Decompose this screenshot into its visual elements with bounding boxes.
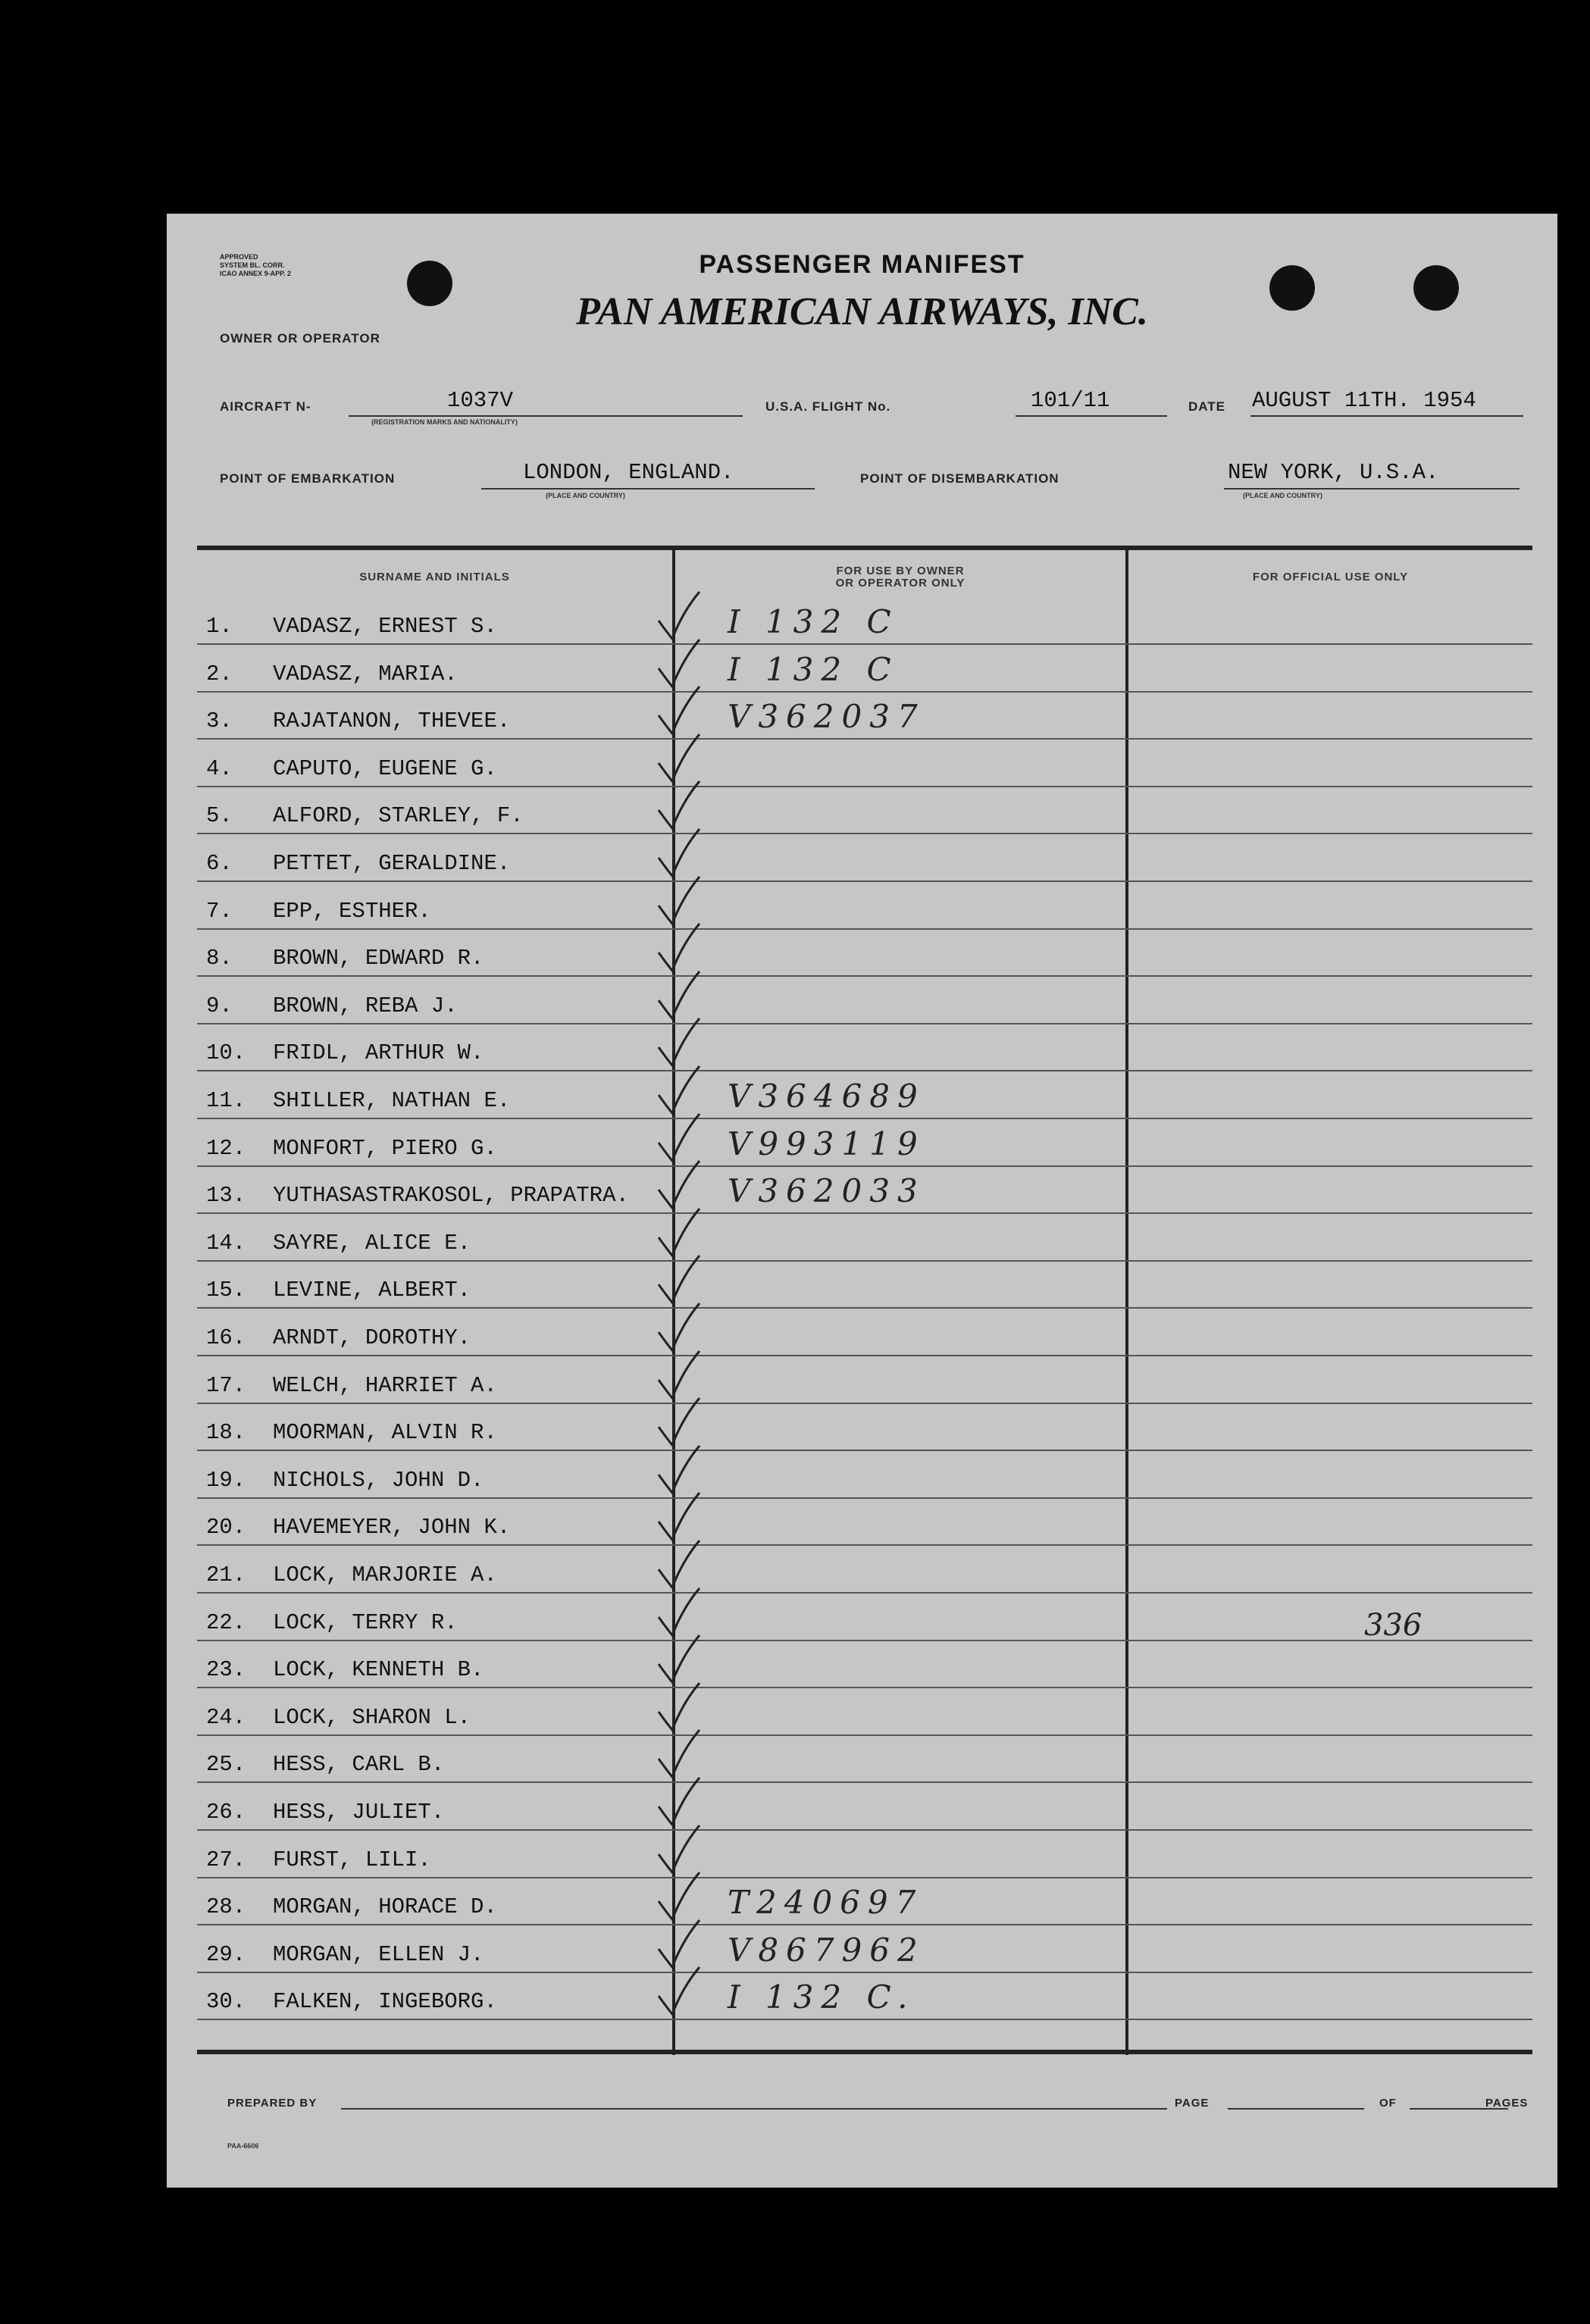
table-row	[197, 881, 1532, 930]
manifest-sheet	[167, 214, 1557, 2188]
passenger-name: FALKEN, INGEBORG.	[273, 1989, 497, 2015]
row-number: 24.	[206, 1704, 246, 1730]
row-number: 3.	[206, 708, 233, 734]
row-number: 29.	[206, 1941, 246, 1967]
handwritten-note: V993119	[728, 1124, 925, 1162]
date-value: AUGUST 11TH. 1954	[1252, 388, 1476, 413]
flight-underline	[1016, 415, 1167, 417]
page-underline	[1228, 2108, 1364, 2110]
passenger-name: PETTET, GERALDINE.	[273, 851, 511, 876]
table-row	[197, 1972, 1532, 2020]
embark-value: LONDON, ENGLAND.	[523, 460, 734, 485]
handwritten-note: I 132 C.	[728, 1978, 916, 2016]
row-number: 2.	[206, 661, 233, 687]
checkmark-icon	[656, 1395, 701, 1448]
table-row	[197, 1403, 1532, 1451]
checkmark-icon	[656, 778, 701, 831]
checkmark-icon	[656, 1964, 701, 2017]
passenger-name: MOORMAN, ALVIN R.	[273, 1420, 497, 1446]
checkmark-icon	[656, 1775, 701, 1828]
row-number: 16.	[206, 1325, 246, 1350]
prepared-underline	[341, 2108, 1167, 2110]
passenger-name: SHILLER, NATHAN E.	[273, 1088, 511, 1113]
handwritten-note: T240697	[728, 1884, 924, 1922]
form-code: PAA-6606	[227, 2142, 259, 2150]
checkmark-icon	[656, 921, 701, 974]
table-row	[197, 1260, 1532, 1309]
row-number: 21.	[206, 1562, 246, 1587]
checkmark-icon	[656, 1443, 701, 1496]
official-note: 336	[1364, 1608, 1423, 1643]
passenger-name: FRIDL, ARTHUR W.	[273, 1040, 484, 1066]
row-number: 19.	[206, 1467, 246, 1493]
checkmark-icon	[656, 637, 701, 690]
table-row	[197, 1687, 1532, 1736]
checkmark-icon	[656, 1253, 701, 1306]
table-row	[197, 1830, 1532, 1878]
row-number: 11.	[206, 1088, 246, 1113]
checkmark-icon	[656, 1727, 701, 1780]
passenger-name: EPP, ESTHER.	[273, 898, 431, 924]
checkmark-icon	[656, 1111, 701, 1164]
flight-value: 101/11	[1031, 388, 1110, 413]
passenger-name: SAYRE, ALICE E.	[273, 1230, 471, 1256]
aircraft-sub: (REGISTRATION MARKS AND NATIONALITY)	[371, 418, 518, 426]
table-row	[197, 1734, 1532, 1783]
checkmark-icon	[656, 874, 701, 927]
table-row	[197, 928, 1532, 977]
row-number: 5.	[206, 803, 233, 829]
handwritten-note: V362033	[728, 1172, 925, 1210]
table-row	[197, 1593, 1532, 1641]
col-header-official: FOR OFFICIAL USE ONLY	[1252, 571, 1409, 583]
aircraft-label: AIRCRAFT N-	[220, 399, 311, 414]
table-row	[197, 786, 1532, 834]
passenger-name: ALFORD, STARLEY, F.	[273, 803, 524, 829]
table-row	[197, 1545, 1532, 1594]
checkmark-icon	[656, 1585, 701, 1638]
checkmark-icon	[656, 1822, 701, 1875]
stamp-line: ICAO ANNEX 9-APP. 2	[220, 270, 292, 277]
disembark-value: NEW YORK, U.S.A.	[1228, 460, 1439, 485]
row-number: 7.	[206, 898, 233, 924]
table-row	[197, 976, 1532, 1024]
col-header-owner	[675, 565, 1125, 590]
col-header-owner-line1: FOR USE BY OWNER	[836, 565, 965, 577]
row-number: 13.	[206, 1183, 246, 1209]
table-row	[197, 1877, 1532, 1925]
table-row	[197, 1023, 1532, 1071]
table-row	[197, 1497, 1532, 1546]
checkmark-icon	[656, 1300, 701, 1353]
of-label: OF	[1379, 2097, 1397, 2110]
disembark-label: POINT OF DISEMBARKATION	[860, 471, 1059, 486]
table-row	[197, 596, 1532, 645]
table-row	[197, 1782, 1532, 1831]
embark-label: POINT OF EMBARKATION	[220, 471, 396, 486]
row-number: 8.	[206, 946, 233, 971]
checkmark-icon	[656, 1917, 701, 1970]
passenger-name: HESS, JULIET.	[273, 1800, 445, 1825]
passenger-name: VADASZ, MARIA.	[273, 661, 458, 687]
checkmark-icon	[656, 826, 701, 879]
passenger-name: BROWN, EDWARD R.	[273, 946, 484, 971]
passenger-name: HESS, CARL B.	[273, 1752, 445, 1778]
row-number: 17.	[206, 1372, 246, 1398]
passenger-name: YUTHASASTRAKOSOL, PRAPATRA.	[273, 1183, 629, 1209]
row-number: 6.	[206, 851, 233, 876]
table-row	[197, 834, 1532, 882]
passenger-name: LOCK, KENNETH B.	[273, 1657, 484, 1683]
table-row	[197, 1071, 1532, 1119]
row-number: 10.	[206, 1040, 246, 1066]
passenger-name: RAJATANON, THEVEE.	[273, 708, 511, 734]
flight-label: U.S.A. FLIGHT No.	[765, 399, 891, 414]
row-number: 14.	[206, 1230, 246, 1256]
col-header-owner-line2: OR OPERATOR ONLY	[835, 577, 966, 590]
checkmark-icon	[656, 1869, 701, 1922]
table-bottom-rule	[197, 2050, 1532, 2054]
checkmark-icon	[656, 1348, 701, 1401]
checkmark-icon	[656, 1158, 701, 1211]
passenger-name: MORGAN, ELLEN J.	[273, 1941, 484, 1967]
disembark-underline	[1224, 488, 1520, 490]
aircraft-value: 1037V	[447, 388, 514, 413]
checkmark-icon	[656, 1680, 701, 1733]
passenger-name: CAPUTO, EUGENE G.	[273, 755, 497, 781]
row-number: 25.	[206, 1752, 246, 1778]
table-row	[197, 1640, 1532, 1688]
page-label: PAGE	[1175, 2097, 1210, 2110]
stamp-line: APPROVED	[220, 253, 258, 261]
embark-sub: (PLACE AND COUNTRY)	[546, 492, 625, 499]
row-number: 27.	[206, 1847, 246, 1872]
checkmark-icon	[656, 1537, 701, 1591]
passenger-name: FURST, LILI.	[273, 1847, 431, 1872]
checkmark-icon	[656, 1015, 701, 1068]
passenger-name: MORGAN, HORACE D.	[273, 1894, 497, 1920]
passenger-name: BROWN, REBA J.	[273, 993, 458, 1018]
handwritten-note: V867962	[728, 1931, 925, 1969]
checkmark-icon	[656, 1063, 701, 1116]
row-number: 20.	[206, 1515, 246, 1540]
passenger-name: HAVEMEYER, JOHN K.	[273, 1515, 511, 1540]
row-number: 28.	[206, 1894, 246, 1920]
passenger-name: LOCK, SHARON L.	[273, 1704, 471, 1730]
table-row	[197, 1165, 1532, 1214]
row-number: 12.	[206, 1135, 246, 1161]
table-top-rule	[197, 546, 1532, 550]
row-number: 18.	[206, 1420, 246, 1446]
passenger-name: MONFORT, PIERO G.	[273, 1135, 497, 1161]
embark-underline	[481, 488, 815, 490]
table-row	[197, 1356, 1532, 1404]
passenger-name: LOCK, TERRY R.	[273, 1609, 458, 1635]
row-number: 30.	[206, 1989, 246, 2015]
col-header-names: SURNAME AND INITIALS	[359, 571, 510, 583]
passenger-name: LOCK, MARJORIE A.	[273, 1562, 497, 1587]
handwritten-note: V364689	[728, 1078, 925, 1115]
table-row	[197, 1925, 1532, 1973]
passenger-name: VADASZ, ERNEST S.	[273, 614, 497, 639]
pages-label: PAGES	[1485, 2097, 1529, 2110]
date-label: DATE	[1188, 399, 1226, 414]
prepared-by-label: PREPARED BY	[227, 2097, 318, 2110]
checkmark-icon	[656, 731, 701, 784]
handwritten-note: I 132 C	[728, 650, 899, 688]
handwritten-note: I 132 C	[728, 603, 899, 640]
table-row	[197, 1308, 1532, 1356]
row-number: 26.	[206, 1800, 246, 1825]
passenger-name: ARNDT, DOROTHY.	[273, 1325, 471, 1350]
checkmark-icon	[656, 1490, 701, 1543]
disembark-sub: (PLACE AND COUNTRY)	[1243, 492, 1322, 499]
table-row	[197, 1450, 1532, 1499]
aircraft-underline	[349, 415, 743, 417]
checkmark-icon	[656, 968, 701, 1021]
checkmark-icon	[656, 1632, 701, 1685]
row-number: 15.	[206, 1278, 246, 1303]
stamp-line: SYSTEM BL. CORR.	[220, 261, 285, 269]
checkmark-icon	[656, 683, 701, 737]
passenger-name: NICHOLS, JOHN D.	[273, 1467, 484, 1493]
table-row	[197, 691, 1532, 740]
checkmark-icon	[656, 589, 701, 642]
table-row	[197, 1213, 1532, 1262]
row-number: 9.	[206, 993, 233, 1018]
table-row	[197, 644, 1532, 693]
checkmark-icon	[656, 1206, 701, 1259]
passenger-name: LEVINE, ALBERT.	[273, 1278, 471, 1303]
owner-label: OWNER OR OPERATOR	[220, 331, 380, 346]
row-number: 22.	[206, 1609, 246, 1635]
row-number: 1.	[206, 614, 233, 639]
row-number: 23.	[206, 1657, 246, 1683]
passenger-name: WELCH, HARRIET A.	[273, 1372, 497, 1398]
row-number: 4.	[206, 755, 233, 781]
table-row	[197, 739, 1532, 787]
handwritten-note: V362037	[728, 698, 925, 736]
table-row	[197, 1118, 1532, 1167]
company-name: PAN AMERICAN AIRWAYS, INC.	[576, 290, 1148, 333]
manifest-title: PASSENGER MANIFEST	[699, 250, 1025, 279]
date-underline	[1250, 415, 1523, 417]
